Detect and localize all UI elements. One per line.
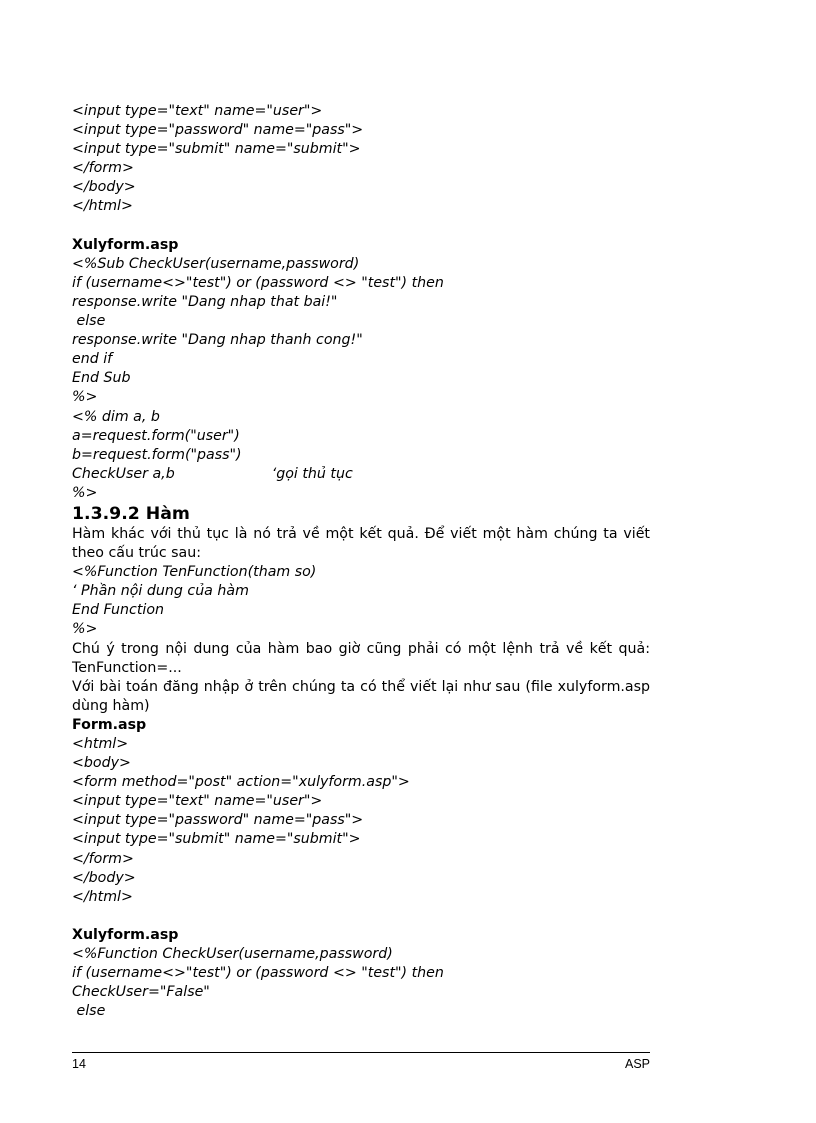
code-line: <input type="submit" name="submit"> bbox=[72, 141, 361, 158]
code-line: <%Sub CheckUser(username,password) bbox=[72, 255, 360, 272]
footer-rule bbox=[72, 1052, 650, 1053]
code-line: <%Function CheckUser(username,password) bbox=[72, 946, 393, 963]
code-line: </form> bbox=[72, 850, 134, 867]
code-line: <html> bbox=[72, 736, 129, 752]
code-line: <input type="password" name="pass"> bbox=[72, 812, 364, 829]
code-line: if (username<>"test") or (password <> "test") then bbox=[72, 274, 444, 291]
page-number: 14 bbox=[72, 1057, 86, 1071]
code-line: if (username<>"test") or (password <> "test") then bbox=[72, 965, 444, 982]
code-line: <body> bbox=[72, 755, 131, 772]
section-intro: Hàm khác với thủ tục là nó trả về một kết quả. Để viết một hàm chúng ta viết theo cấu trúc sau: bbox=[72, 525, 650, 562]
code-line: end if bbox=[72, 351, 113, 368]
code-line-with-comment bbox=[72, 465, 650, 484]
code-line: CheckUser="False" bbox=[72, 984, 210, 1001]
code-line: else bbox=[72, 1003, 106, 1020]
xulyform-function-code bbox=[72, 926, 650, 1021]
code-line: </form> bbox=[72, 160, 134, 177]
code-line: <input type="text" name="user"> bbox=[72, 103, 323, 119]
file-label: Xulyform.asp bbox=[72, 236, 179, 253]
xulyform-sub-code bbox=[72, 236, 650, 503]
file-label: Xulyform.asp bbox=[72, 926, 179, 943]
code-line: End Function bbox=[72, 602, 165, 619]
code-line: response.write "Dang nhap that bai!" bbox=[72, 293, 338, 310]
code-line: <input type="submit" name="submit"> bbox=[72, 831, 361, 848]
code-line: </body> bbox=[72, 179, 136, 196]
call-comment: ‘gọi thủ tục bbox=[271, 465, 353, 482]
function-syntax bbox=[72, 563, 650, 639]
rewrite-paragraph: Với bài toán đăng nhập ở trên chúng ta có thể viết lại như sau (file xulyform.asp dùng hàm) bbox=[72, 678, 650, 714]
code-line: <input type="password" name="pass"> bbox=[72, 122, 364, 139]
form-code-tail bbox=[72, 102, 650, 217]
note-paragraph: Chú ý trong nội dung của hàm bao giờ cũng phải có một lệnh trả về kết quả: TenFunction=... bbox=[72, 640, 650, 676]
code-line: <%Function TenFunction(tham so) bbox=[72, 564, 317, 581]
spacer bbox=[72, 217, 650, 236]
code-line: %> bbox=[72, 389, 98, 406]
code-line: %> bbox=[72, 621, 98, 638]
section-heading: 1.3.9.2 Hàm bbox=[72, 503, 190, 524]
code-line: <% dim a, b bbox=[72, 408, 160, 425]
code-line: a=request.form("user") bbox=[72, 427, 240, 444]
code-line: %> bbox=[72, 484, 98, 501]
page-content bbox=[72, 102, 650, 1021]
file-label: Form.asp bbox=[72, 716, 147, 733]
code-line: </html> bbox=[72, 198, 133, 215]
spacer bbox=[72, 907, 650, 926]
code-line: </body> bbox=[72, 869, 136, 886]
code-line: </html> bbox=[72, 888, 133, 905]
code-line: <form method="post" action="xulyform.asp"> bbox=[72, 774, 410, 791]
form-asp-code bbox=[72, 716, 650, 907]
code-line: else bbox=[72, 313, 106, 330]
code-line: response.write "Dang nhap thanh cong!" bbox=[72, 332, 363, 349]
call-code: CheckUser a,b bbox=[72, 465, 175, 482]
footer-title: ASP bbox=[624, 1057, 650, 1071]
code-line: End Sub bbox=[72, 370, 131, 387]
code-line: ‘ Phần nội dung của hàm bbox=[72, 583, 249, 600]
code-line: <input type="text" name="user"> bbox=[72, 793, 323, 810]
code-line: b=request.form("pass") bbox=[72, 446, 242, 463]
